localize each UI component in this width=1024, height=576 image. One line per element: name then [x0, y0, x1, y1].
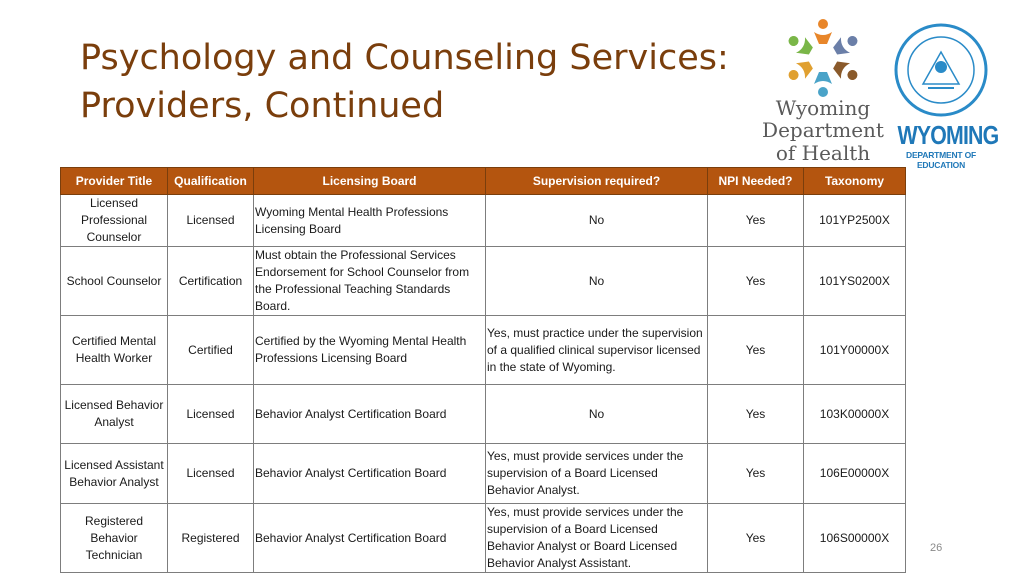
cell-npi: Yes	[708, 444, 804, 504]
cell-supervision: Yes, must provide services under the supervision of a Board Licensed Behavior Analyst or Board Licensed Behavior Analyst Assistant.	[486, 504, 708, 573]
cell-taxonomy: 103K00000X	[804, 385, 906, 444]
cell-supervision: Yes, must provide services under the supervision of a Board Licensed Behavior Analyst.	[486, 444, 708, 504]
doh-line-1: Wyoming	[775, 96, 871, 120]
cell-qualification: Certified	[168, 316, 254, 385]
title-line-2: Providers, Continued	[80, 86, 445, 126]
cell-supervision: No	[486, 195, 708, 247]
people-circle-icon	[762, 14, 884, 106]
wyoming-department-of-education-logo	[888, 22, 999, 170]
cell-provider-title: Licensed Behavior Analyst	[61, 385, 168, 444]
doh-line-2: Department	[762, 118, 884, 142]
cell-npi: Yes	[708, 385, 804, 444]
header-supervision-required: Supervision required?	[486, 168, 708, 195]
cell-npi: Yes	[708, 247, 804, 316]
wyoming-department-of-health-logo	[762, 14, 884, 164]
table-row	[61, 385, 906, 444]
cell-licensing-board: Behavior Analyst Certification Board	[254, 504, 486, 573]
table-row	[61, 247, 906, 316]
cell-npi: Yes	[708, 504, 804, 573]
cell-qualification: Registered	[168, 504, 254, 573]
cell-qualification: Licensed	[168, 444, 254, 504]
cell-licensing-board: Behavior Analyst Certification Board	[254, 444, 486, 504]
page-title	[80, 34, 729, 130]
cell-supervision: No	[486, 247, 708, 316]
page-number: 26	[930, 542, 943, 554]
cell-supervision: Yes, must practice under the supervision of a qualified clinical supervisor licensed in the state of Wyoming.	[486, 316, 708, 385]
cell-taxonomy: 101YS0200X	[804, 247, 906, 316]
table-row	[61, 504, 906, 573]
cell-provider-title: Registered Behavior Technician	[61, 504, 168, 573]
doh-line-3: of Health	[775, 141, 871, 165]
cell-licensing-board: Behavior Analyst Certification Board	[254, 385, 486, 444]
header-licensing-board: Licensing Board	[254, 168, 486, 195]
cell-taxonomy: 101Y00000X	[804, 316, 906, 385]
title-line-1: Psychology and Counseling Services:	[80, 38, 729, 78]
table-row	[61, 195, 906, 247]
cell-provider-title: Licensed Professional Counselor	[61, 195, 168, 247]
cell-qualification: Licensed	[168, 385, 254, 444]
cell-taxonomy: 101YP2500X	[804, 195, 906, 247]
cell-qualification: Certification	[168, 247, 254, 316]
cell-taxonomy: 106S00000X	[804, 504, 906, 573]
cell-provider-title: School Counselor	[61, 247, 168, 316]
cell-supervision: No	[486, 385, 708, 444]
cell-npi: Yes	[708, 195, 804, 247]
table-row	[61, 316, 906, 385]
cell-taxonomy: 106E00000X	[804, 444, 906, 504]
providers-table	[60, 167, 906, 573]
header-qualification: Qualification	[168, 168, 254, 195]
cell-provider-title: Certified Mental Health Worker	[61, 316, 168, 385]
table-row	[61, 444, 906, 504]
wde-name: WYOMING	[897, 120, 999, 150]
cell-licensing-board: Wyoming Mental Health Professions Licensing Board	[254, 195, 486, 247]
table-header-row	[61, 168, 906, 195]
cell-licensing-board: Certified by the Wyoming Mental Health Professions Licensing Board	[254, 316, 486, 385]
header-npi-needed: NPI Needed?	[708, 168, 804, 195]
cell-licensing-board: Must obtain the Professional Services Endorsement for School Counselor from the Professional Teaching Standards Board.	[254, 247, 486, 316]
cell-provider-title: Licensed Assistant Behavior Analyst	[61, 444, 168, 504]
cell-qualification: Licensed	[168, 195, 254, 247]
header-taxonomy: Taxonomy	[804, 168, 906, 195]
wde-subtitle: DEPARTMENT OF EDUCATION	[906, 150, 976, 170]
header-provider-title: Provider Title	[61, 168, 168, 195]
state-seal-icon	[888, 22, 994, 118]
cell-npi: Yes	[708, 316, 804, 385]
